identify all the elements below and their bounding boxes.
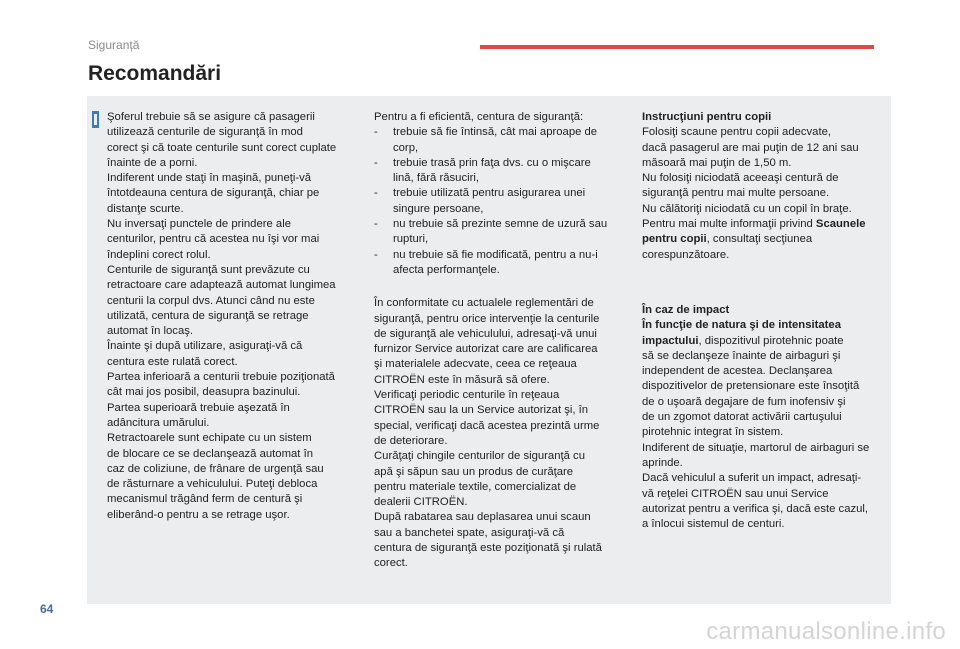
text-line: aprinde. xyxy=(642,456,683,469)
text-line: întotdeauna centura de siguranţă, chiar pe xyxy=(107,187,320,200)
text-line: Folosiţi scaune pentru copii adecvate, xyxy=(642,126,832,139)
text-line: Partea inferioară a centurii trebuie poziţionată xyxy=(107,371,335,384)
text-line: siguranţă pentru mai multe persoane. xyxy=(642,187,830,200)
text-line: Indiferent de situaţie, martorul de airbaguri se xyxy=(642,441,870,454)
text-line: centura de siguranţă este poziţionată şi rulată xyxy=(374,542,602,555)
accent-bar xyxy=(480,45,874,49)
list-item-line: trebuie să fie întinsă, cât mai aproape de xyxy=(393,126,598,139)
text-line: special, verificaţi dacă acestea prezintă urme xyxy=(374,419,600,432)
impact-first-line: impactului, dispozitivul pirotehnic poate xyxy=(642,334,844,347)
text-line: Şoferul trebuie să se asigure că pasagerii xyxy=(107,111,315,123)
column-driver-advice xyxy=(107,110,369,523)
text-line: siguranţă, pentru orice intervenţie la centurile xyxy=(374,312,600,325)
text-line: dacă pasagerul are mai puţin de 12 ani sau xyxy=(642,141,859,154)
text-line: Centurile de siguranţă sunt prevăzute cu xyxy=(107,263,310,276)
column-belt-requirements xyxy=(374,110,626,572)
text-line: adâncitura umărului. xyxy=(107,416,210,429)
children-reference-end: corespunzătoare. xyxy=(642,248,730,261)
children-reference-cont: pentru copii, consultaţi secţiunea xyxy=(642,233,813,246)
text-line: sau a banchetei spate, asiguraţi-vă că xyxy=(374,526,565,539)
section-tag: Siguranță xyxy=(88,38,140,52)
text-line: pirotehnic integrat în sistem. xyxy=(642,426,784,439)
list-item-line: singure persoane, xyxy=(393,202,484,215)
text-line: de deteriorare. xyxy=(374,434,448,447)
impact-text xyxy=(642,349,892,533)
list-item-line: lină, fără răsuciri, xyxy=(393,172,480,185)
text-line: autorizat pentru a verifica şi, dacă este cazul, xyxy=(642,502,869,515)
text-line: dispozitivelor de pretensionare este însoţită xyxy=(642,380,860,393)
text-line: utilizează centurile de siguranţă în mod xyxy=(107,126,303,139)
text-line: independent de acestea. Declanşarea xyxy=(642,365,833,378)
impact-subheading: În funcţie de natura şi de intensitatea xyxy=(642,319,841,332)
list-item-line: trebuie trasă prin faţa dvs. cu o mişcare xyxy=(393,156,591,169)
children-reference: Pentru mai multe informaţii privind Scaunele xyxy=(642,218,866,231)
bullet-dash: - xyxy=(374,126,378,139)
text-line: corect. xyxy=(374,557,408,570)
list-item-line: rupturi, xyxy=(393,233,429,246)
belt-intro: Pentru a fi eficientă, centura de siguranţă: xyxy=(374,111,584,123)
text-line: CITROËN este în măsură să ofere. xyxy=(374,373,550,386)
text-line: de un zgomot datorat activării cartuşului xyxy=(642,411,842,424)
text-line: de siguranţă ale vehiculului, adresaţi-vă unui xyxy=(374,327,597,340)
text-line: cât mai jos posibil, deasupra bazinului. xyxy=(107,386,301,399)
list-item xyxy=(374,156,626,187)
list-item-line: trebuie utilizată pentru asigurarea unei xyxy=(393,187,586,200)
bullet-dash: - xyxy=(374,218,378,231)
text-line: corect şi că toate centurile sunt corect cuplate xyxy=(107,141,337,154)
text-line: de blocare ce se declanşează automat în xyxy=(107,447,313,460)
text-line: În conformitate cu actualele reglementări de xyxy=(374,297,594,310)
text-line: utilizată, centura de siguranţă se retrage xyxy=(107,309,309,322)
text-line: Indiferent unde staţi în maşină, puneţi-vă xyxy=(107,172,312,185)
list-item xyxy=(374,217,626,248)
text-line: îndeplini corect rolul. xyxy=(107,248,211,261)
text-line: furnizor Service autorizat care are calificarea xyxy=(374,343,598,356)
bullet-dash: - xyxy=(374,156,378,169)
text-line: Partea superioară trebuie aşezată în xyxy=(107,401,290,414)
text-line: Verificaţi periodic centurile în reţeaua xyxy=(374,389,560,402)
children-heading: Instrucţiuni pentru copii xyxy=(642,111,772,123)
text-line: centurilor, pentru că acestea nu îşi vor mai xyxy=(107,233,320,246)
watermark: carmanualsonline.info xyxy=(706,618,946,645)
text-line: automat în locaş. xyxy=(107,325,194,338)
text-line: Dacă vehiculul a suferit un impact, adresaţi- xyxy=(642,472,862,485)
text-line: dealerii CITROËN. xyxy=(374,496,468,509)
text-line: CITROËN sau la un Service autorizat şi, în xyxy=(374,404,589,417)
list-item xyxy=(374,186,626,217)
text-line: caz de coliziune, de frânare de urgenţă sau xyxy=(107,462,324,475)
text-line: Nu folosiţi niciodată aceeaşi centură de xyxy=(642,172,839,185)
text-line: retractoare care adaptează automat lungimea xyxy=(107,279,336,292)
text-line: de o uşoară degajare de fum inofensiv şi xyxy=(642,395,846,408)
list-item-line: nu trebuie să prezinte semne de uzură sau xyxy=(393,218,608,231)
children-instructions xyxy=(642,125,892,217)
list-item xyxy=(374,248,626,279)
text-line: apă şi săpun sau un produs de curăţare xyxy=(374,465,574,478)
belt-maintenance-text xyxy=(374,296,626,571)
text-line: înainte de a porni. xyxy=(107,156,198,169)
text-line: pentru materiale textile, comercializat de xyxy=(374,480,577,493)
text-line: măsoară mai puţin de 1,50 m. xyxy=(642,156,792,169)
belt-requirements-list xyxy=(374,125,626,278)
text-line: După rabatarea sau deplasarea unui scaun xyxy=(374,511,591,524)
text-line: Retractoarele sunt echipate cu un sistem xyxy=(107,432,312,445)
text-line: centura este rulată corect. xyxy=(107,355,238,368)
text-line: Curăţaţi chingile centurilor de siguranţă cu xyxy=(374,450,585,463)
text-line: eliberând-o pentru a se retrage uşor. xyxy=(107,508,290,521)
info-icon xyxy=(92,111,99,128)
list-item-line: nu trebuie să fie modificată, pentru a nu-i xyxy=(393,248,598,261)
text-line: şi materialele adecvate, ceea ce reţeaua xyxy=(374,358,577,371)
text-line: de răsturnare a vehiculului. Puteţi debloca xyxy=(107,478,318,491)
bullet-dash: - xyxy=(374,248,378,261)
column-children-impact xyxy=(642,110,892,532)
list-item-line: afecta performanţele. xyxy=(393,263,500,276)
page-number: 64 xyxy=(40,602,54,616)
text-line: Nu călătoriţi niciodată cu un copil în braţe. xyxy=(642,202,852,215)
page-title: Recomandări xyxy=(88,62,222,85)
text-line: să se declanşeze înainte de airbaguri şi xyxy=(642,349,841,362)
text-line: Înainte şi după utilizare, asiguraţi-vă că xyxy=(107,340,303,353)
text-line: distanţe scurte. xyxy=(107,202,184,215)
text-line: mecanismul trăgând ferm de centură şi xyxy=(107,493,303,506)
text-line: a înlocui sistemul de centuri. xyxy=(642,518,785,531)
text-line: centurii la corpul dvs. Atunci când nu este xyxy=(107,294,315,307)
text-line: Nu inversaţi punctele de prindere ale xyxy=(107,218,291,231)
list-item xyxy=(374,125,626,156)
text-line: vă reţelei CITROËN sau unui Service xyxy=(642,487,829,500)
list-item-line: corp, xyxy=(393,141,419,154)
impact-heading: În caz de impact xyxy=(642,303,730,316)
bullet-dash: - xyxy=(374,187,378,200)
